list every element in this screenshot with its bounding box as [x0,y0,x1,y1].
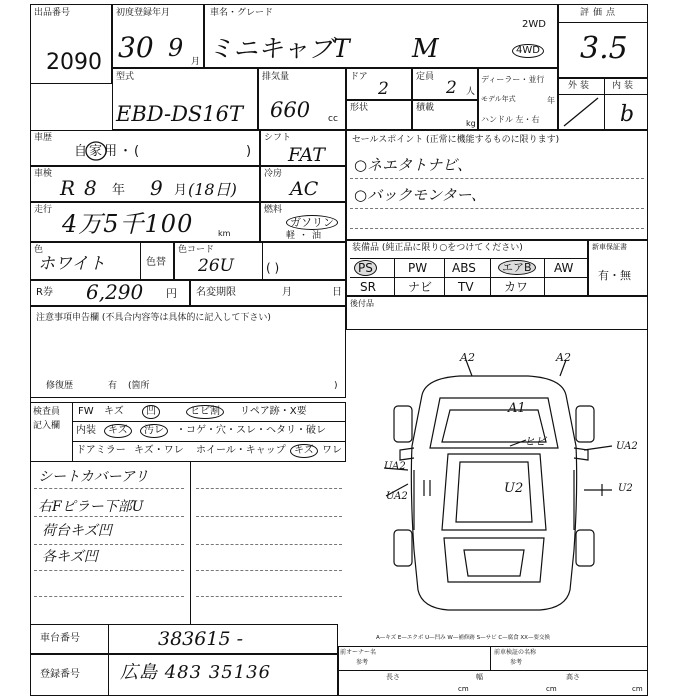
displacement-value: 660 [270,98,311,122]
inspector-wheel: ホイール・キャップ [196,445,286,456]
inspector-interior-rest: ・コゲ・穴・スレ・ヘタリ・破レ [176,425,326,436]
inspection-month: 9 [150,176,163,200]
equip-tv: TV [458,280,474,294]
model-year-label: モデル年式 [481,95,516,103]
transfer-sub: 参考 [510,659,523,666]
dotted-line [350,178,644,179]
diagram-label-u2-right: U2 [618,483,633,494]
mileage-label: 走行 [34,205,53,215]
diagram-label-ua2-left-2: UA2 [386,491,408,502]
equip-airbag: エアB [498,260,536,275]
equip-row-line-2 [350,277,588,278]
equip-pw: PW [408,261,428,275]
fuel-other: 軽・油 [286,231,326,241]
equip-col [544,258,545,296]
handwritten-note-1: シートカバーアリ [38,469,149,485]
color-change-label: 色替 [146,257,166,268]
aircon-value: AC [290,178,319,200]
inspection-label: 車検 [34,169,53,179]
score-label: 評価点 [580,8,620,18]
doors-value: 2 [378,79,389,99]
footer-mid-line [338,670,648,671]
width-unit: cm [546,685,557,693]
handwritten-note-2: 右Fピラー下部U [38,499,144,515]
length-unit: cm [458,685,469,693]
inspector-mirror-crack: キズ・ワレ [134,445,184,456]
color-code-label: 色コード [178,245,215,255]
sales-points-title: セールスポイント (正常に機能するものに限ります) [352,135,560,145]
note-line [34,570,184,571]
dotted-line [350,228,644,229]
length-label: 長さ [386,673,400,681]
shift-value: FAT [288,144,325,166]
displacement-unit: cc [328,114,338,124]
tax-unit: 円 [166,287,177,300]
first-reg-month: 9 [168,34,184,62]
inspector-mirror: ドアミラー [76,445,126,456]
note-line [196,544,342,545]
fuel-value: ガソリン [286,215,338,230]
grade: M [412,34,439,64]
color-label: 色 [34,245,44,255]
fuel-label: 燃料 [264,205,283,215]
type-value: EBD-DS16T [116,102,244,126]
inspector-interior: 内装 [76,425,96,436]
color-code-value: 26U [198,256,234,276]
repair-label: 修復歴 [46,381,74,391]
equip-ps: PS [354,260,377,276]
first-reg-label: 初度登録年月 [116,8,171,18]
note-line [196,596,342,597]
note-line [196,570,342,571]
equip-col [394,258,395,296]
ext-int-divider-v [604,78,605,130]
history-options: 自家用・( [74,144,142,159]
diagram-label-ua2-right: UA2 [616,441,638,452]
capacity-label: 定員 [416,72,435,82]
capacity-unit: 人 [466,87,476,97]
score-divider [558,22,648,23]
height-label: 高さ [566,673,580,681]
color-divider [140,242,141,280]
note-line [34,596,184,597]
inspector-interior-dirt: 汚レ [140,424,168,438]
previous-owner-box [338,646,648,696]
width-label: 幅 [476,673,483,681]
notes-title: 注意事項申告欄 (不具合内容等は具体的に記入して下さい) [36,313,271,323]
sales-point-1: ○ネエタトナビ、 [354,156,472,174]
warranty-value: 有・無 [598,269,631,282]
tax-value: 6,290 [86,280,144,304]
color-value: ホワイト [38,254,106,274]
repair-close: ) [334,381,338,391]
note-line [34,516,184,517]
exterior-slash [558,94,604,130]
type-label: 型式 [116,72,135,82]
handwritten-note-3: 荷台キズ凹 [42,523,112,539]
registration-value: 広島 483 35136 [120,662,272,683]
history-box [30,130,260,166]
diagram-label-a2-left: A2 [460,351,475,364]
displacement-label: 排気量 [262,72,290,82]
diagram-label-u2-center: U2 [504,481,524,496]
repair-place: (箇所 [128,381,150,391]
interior-grade: b [620,102,635,127]
damage-legend: A—キズ E—エクボ U—凹み W—補修跡 S—サビ C—腐食 XX—要交換 [376,635,550,641]
equip-navi: ナビ [408,280,433,294]
mileage-unit: km [218,229,231,238]
height-unit: cm [632,685,643,693]
inspector-row-line [72,421,346,422]
chassis-label: 車台番号 [40,633,80,644]
diagram-label-crack: ヒビ [524,435,546,448]
equipment-title: 装備品 (純正品に限り○をつけてください) [352,243,523,253]
exhibitor-sub: 参考 [356,659,369,666]
tax-label: R券 [36,287,53,298]
score-value: 3.5 [580,31,628,66]
inspector-interior-scratch: キズ [104,424,132,438]
inspector-fw-crack: ヒビ割 [186,405,224,419]
footer-col [490,646,491,670]
inspector-fw: FW [78,406,94,417]
registration-label: 登録番号 [40,669,80,680]
equip-abs: ABS [452,261,476,275]
model-grade-label: 車名・グレード [210,8,274,18]
repair-value: 有 [108,381,118,391]
equip-col [444,258,445,296]
inspection-month-unit: 月 [174,183,188,198]
inspector-label-1: 検査員 [33,407,61,417]
inspection-era: R [60,176,76,200]
inspection-year-unit: 年 [112,183,126,198]
equip-aw: AW [554,261,574,275]
interior-label: 内装 [612,81,637,91]
history-label: 車歴 [34,133,53,143]
note-line [196,488,342,489]
equip-col [490,258,491,296]
name-change-month: 月 [282,287,292,298]
inspector-fw-scratch: キズ [104,406,124,417]
inspector-row-line [72,441,346,442]
doors-label: ドア [350,72,368,82]
color-code-divider [262,242,263,280]
handle-label: ハンドル 左・右 [481,115,540,124]
drive-2wd: 2WD [522,19,546,30]
handwritten-note-4: 各キズ凹 [42,549,98,565]
inspector-fw-dent: 凹 [142,405,160,419]
diagram-label-a2-right: A2 [556,351,571,364]
inspection-day: (18日) [188,180,237,199]
equip-row-line-1 [350,258,588,259]
history-close: ) [246,144,252,159]
warranty-label: 新車保証書 [592,243,627,251]
after-box [346,296,648,330]
note-line [34,488,184,489]
name-change-label: 名変期限 [196,287,236,298]
dotted-line [350,208,644,209]
color-code-paren: ( ) [266,261,280,275]
inspection-year: 8 [84,176,97,200]
mileage-value: 4万5千100 [62,210,194,238]
note-line [196,516,342,517]
first-reg-year: 30 [118,31,154,64]
diagram-label-ua2-left-1: UA2 [384,461,406,472]
sales-points-box [346,130,648,240]
exterior-label: 外装 [568,81,593,91]
shape-label: 形状 [350,103,369,113]
model-name: ミニキャブT [208,34,350,63]
after-label: 後付品 [350,299,374,308]
lot-number: 2090 [46,50,102,75]
drive-4wd: 4WD [512,44,544,58]
inspector-label-2: 記入欄 [33,421,61,431]
aircon-label: 冷房 [264,169,283,179]
equip-leather: カワ [504,280,529,294]
inspector-divider [72,402,73,462]
chassis-value: 383615 - [158,628,243,650]
history-selected-circle [84,140,108,162]
inspector-wheel-crack: ワレ [322,445,342,456]
sales-point-2: ○バックモンター、 [354,186,486,204]
car-diagram [360,350,640,625]
name-change-day: 日 [332,287,342,298]
shift-label: シフト [264,133,292,143]
diagram-label-a1: A1 [508,401,526,416]
equip-sr: SR [360,280,376,294]
dealer-label: ディーラー・並行 [481,75,545,84]
exhibitor-label: 前オーナー名 [340,649,377,656]
inspector-fw-repair: リペア跡・X要 [240,406,307,417]
inspector-wheel-scratch: キズ [290,444,318,458]
load-label: 積載 [416,103,435,113]
model-year-unit: 年 [547,96,555,105]
first-reg-month-unit: 月 [191,57,201,67]
notes-column-divider [190,462,191,624]
capacity-value: 2 [446,78,457,98]
transfer-label: 前車検証の名称 [494,649,537,656]
lot-label: 出品番号 [34,8,71,18]
load-unit: kg [466,119,476,128]
note-line [34,544,184,545]
